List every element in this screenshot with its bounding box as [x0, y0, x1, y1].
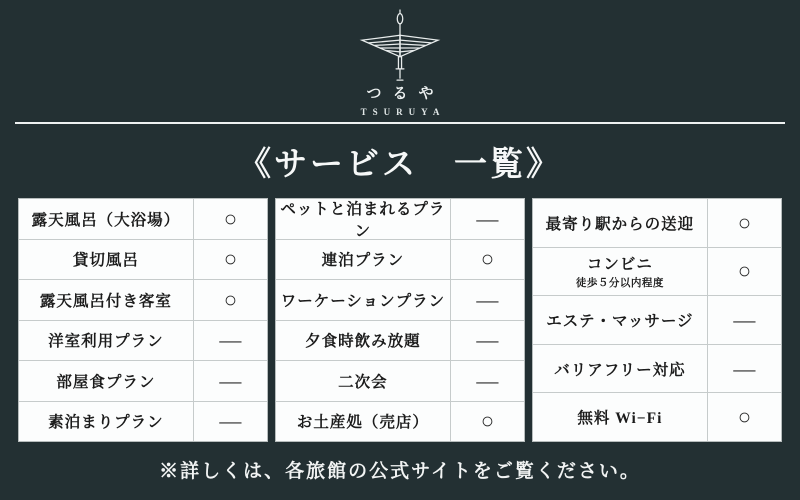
availability-mark: ○ — [737, 404, 752, 430]
table-row — [276, 239, 524, 280]
logo-kana-text: つるや — [366, 86, 445, 102]
header-divider — [15, 122, 785, 124]
availability-mark: ― — [476, 205, 499, 231]
table-row — [533, 247, 781, 296]
table-row — [276, 401, 524, 442]
table-row — [533, 344, 781, 393]
service-label: 連泊プラン — [276, 240, 451, 280]
availability-mark: ― — [219, 327, 242, 353]
availability-mark: ○ — [223, 286, 238, 312]
table-row — [19, 320, 267, 361]
table-row — [533, 392, 781, 441]
service-label-main: コンビニ — [586, 256, 653, 274]
availability-mark: ― — [476, 286, 499, 312]
logo-block — [0, 8, 800, 117]
availability-mark: ○ — [737, 258, 752, 284]
service-label: ワーケーションプラン — [276, 280, 451, 320]
table-row — [533, 199, 781, 247]
service-label: 二次会 — [276, 361, 451, 401]
table-row — [19, 199, 267, 239]
table-row — [276, 360, 524, 401]
service-label: 無料 Wi−Fi — [533, 393, 708, 441]
service-label: 部屋食プラン — [19, 361, 194, 401]
availability-mark: ― — [219, 408, 242, 434]
crane-logo-icon — [354, 8, 446, 84]
table-row — [19, 279, 267, 320]
availability-mark: ○ — [480, 246, 495, 272]
availability-mark: ○ — [737, 209, 752, 235]
availability-mark: ○ — [480, 408, 495, 434]
service-label: 最寄り駅からの送迎 — [533, 199, 708, 247]
service-label: お土産処（売店） — [276, 402, 451, 442]
table-row — [19, 239, 267, 280]
availability-mark: ― — [733, 355, 756, 381]
service-tables — [18, 198, 782, 442]
page-title: 《サービス 一覧》 — [238, 147, 562, 183]
service-table-plans-and-dining — [275, 198, 525, 442]
service-label: エステ・マッサージ — [533, 296, 708, 344]
service-label — [533, 248, 708, 296]
table-row — [19, 401, 267, 442]
table-row — [19, 360, 267, 401]
service-label: バリアフリー対応 — [533, 345, 708, 393]
service-label: 夕食時飲み放題 — [276, 321, 451, 361]
table-row — [276, 279, 524, 320]
availability-mark: ― — [476, 367, 499, 393]
availability-mark: ○ — [223, 205, 238, 231]
availability-mark: ― — [476, 327, 499, 353]
logo-romaji-text: TSURUYA — [360, 107, 446, 117]
service-label: ペットと泊まれるプラン — [276, 199, 451, 239]
table-row — [533, 295, 781, 344]
table-row — [276, 320, 524, 361]
footer-note: ※詳しくは、各旅館の公式サイトをご覧ください。 — [159, 461, 641, 482]
service-label: 露天風呂付き客室 — [19, 280, 194, 320]
availability-mark: ― — [733, 306, 756, 332]
service-label: 貸切風呂 — [19, 240, 194, 280]
table-row — [276, 199, 524, 239]
service-label: 素泊まりプラン — [19, 402, 194, 442]
service-table-access-and-facilities — [532, 198, 782, 442]
availability-mark: ― — [219, 367, 242, 393]
service-label-sub: 徒歩５分以内程度 — [575, 278, 664, 290]
service-label: 洋室利用プラン — [19, 321, 194, 361]
availability-mark: ○ — [223, 246, 238, 272]
service-label: 露天風呂（大浴場） — [19, 199, 194, 239]
service-table-baths-and-rooms — [18, 198, 268, 442]
